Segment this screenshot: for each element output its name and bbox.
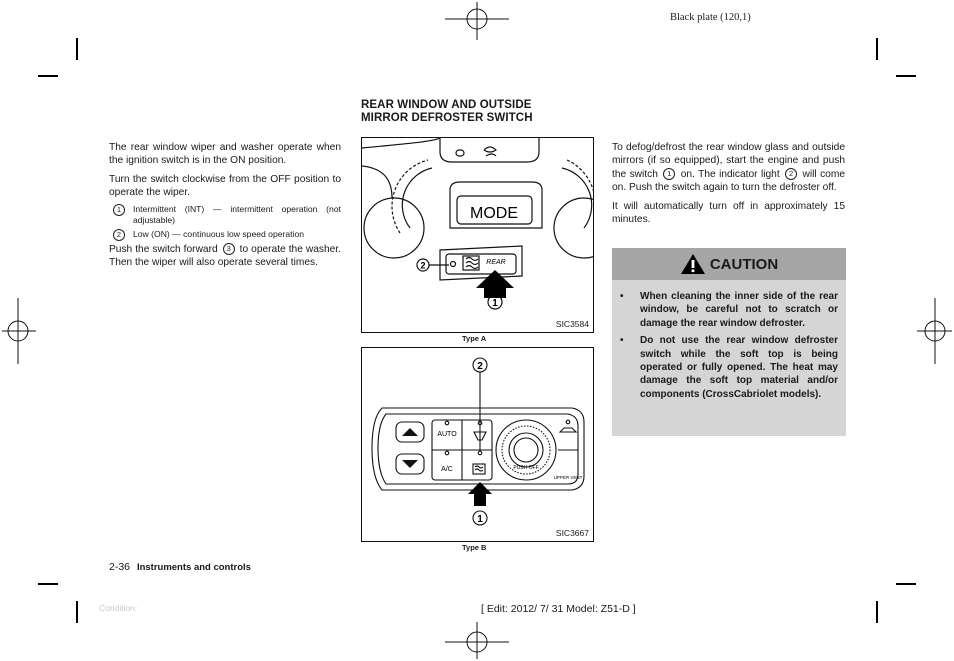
- defroster-switch-type-b-illustration: [362, 348, 593, 541]
- defroster-switch-type-a-illustration: [362, 138, 593, 332]
- caution-list: [612, 280, 846, 401]
- callout-2-symbol: 2: [113, 229, 125, 241]
- caution-header: [612, 248, 846, 280]
- condition-label: Condition:: [99, 603, 138, 613]
- warning-triangle-icon: [680, 253, 706, 275]
- push-off-label: PUSH OFF: [513, 465, 539, 471]
- figure-a-callout-2: 2: [420, 260, 426, 271]
- callout-1-symbol: 1: [113, 204, 125, 216]
- wiper-item-2-text: Low (ON) — continuous low speed operation: [133, 228, 305, 239]
- figure-type-a: [361, 137, 594, 333]
- bullet-dot: •: [620, 291, 624, 302]
- figure-a-code: SIC3584: [555, 319, 589, 329]
- caution-text-2: Do not use the rear window defroster switch while the soft top is being operated or fully opened. The heat may damage the soft top material and/or components (CrossCabriolet models).: [640, 335, 838, 400]
- section-heading: [361, 99, 533, 125]
- washer-text-c: washer. Then the wiper will also operate several times.: [109, 243, 341, 269]
- wiper-intro-paragraph: The rear window wiper and washer operate when the ignition switch is in the ON position.: [109, 142, 341, 167]
- auto-off-paragraph: It will automatically turn off in approximately 15 minutes.: [612, 200, 845, 226]
- figure-a-caption: Type A: [462, 334, 487, 343]
- wiper-item-1: [109, 204, 341, 226]
- washer-paragraph: [109, 243, 341, 270]
- wiper-turn-paragraph: Turn the switch clockwise from the OFF position to operate the wiper.: [109, 173, 341, 199]
- defroster-text-c: will come on. Push the switch again to turn the defroster off.: [612, 168, 845, 194]
- wiper-item-2: [109, 229, 341, 241]
- edit-info: [ Edit: 2012/ 7/ 31 Model: Z51-D ]: [481, 603, 636, 615]
- caution-bullet-1: [620, 290, 838, 330]
- callout-1-symbol: 1: [663, 168, 675, 180]
- bullet-dot: •: [620, 335, 624, 347]
- callout-3-symbol: 3: [223, 243, 235, 255]
- figure-b-code: SIC3667: [555, 528, 589, 538]
- section-heading-line1: REAR WINDOW AND OUTSIDE: [361, 99, 532, 111]
- defroster-text-b: on. The indicator light: [680, 168, 780, 180]
- upper-vent-label: UPPER VENT: [553, 475, 583, 480]
- figure-type-b: [361, 347, 594, 542]
- auto-button-label: AUTO: [437, 431, 457, 438]
- caution-title: CAUTION: [709, 255, 779, 273]
- right-column: [612, 141, 845, 226]
- mode-button-label: MODE: [470, 205, 518, 222]
- ac-button-label: A/C: [441, 466, 453, 473]
- figure-b-callout-1: 1: [477, 514, 483, 525]
- figure-b-callout-2: 2: [477, 361, 483, 372]
- plate-label: Black plate (120,1): [670, 12, 751, 23]
- defroster-text-a: To defog/defrost the rear window glass and outside mirrors (if so equipped), start the engine and push the switch: [612, 142, 845, 180]
- caution-text-1: When cleaning the inner side of the rear window, be careful not to scratch or damage the rear window defroster.: [640, 291, 838, 329]
- left-column: [109, 141, 341, 269]
- callout-2-symbol: 2: [785, 168, 797, 180]
- figure-b-caption: Type B: [462, 543, 487, 552]
- washer-text-b: to operate the: [239, 243, 303, 255]
- wiper-item-1-text: Intermittent (INT) — intermittent operation (not: [133, 203, 341, 214]
- rear-switch-label: REAR: [486, 259, 506, 266]
- washer-text-a: Push the switch forward: [109, 243, 218, 255]
- figure-a-callout-1: 1: [492, 298, 498, 309]
- defroster-operation-paragraph: [612, 141, 845, 195]
- page-footer: [109, 561, 251, 573]
- section-heading-line2: MIRROR DEFROSTER SWITCH: [361, 112, 533, 124]
- caution-bullet-2: [620, 334, 838, 401]
- caution-box: [612, 248, 846, 436]
- page-number: 2-36: [109, 561, 131, 573]
- chapter-title: Instruments and controls: [136, 562, 251, 573]
- wiper-item-1-text-cont: adjustable): [133, 214, 176, 225]
